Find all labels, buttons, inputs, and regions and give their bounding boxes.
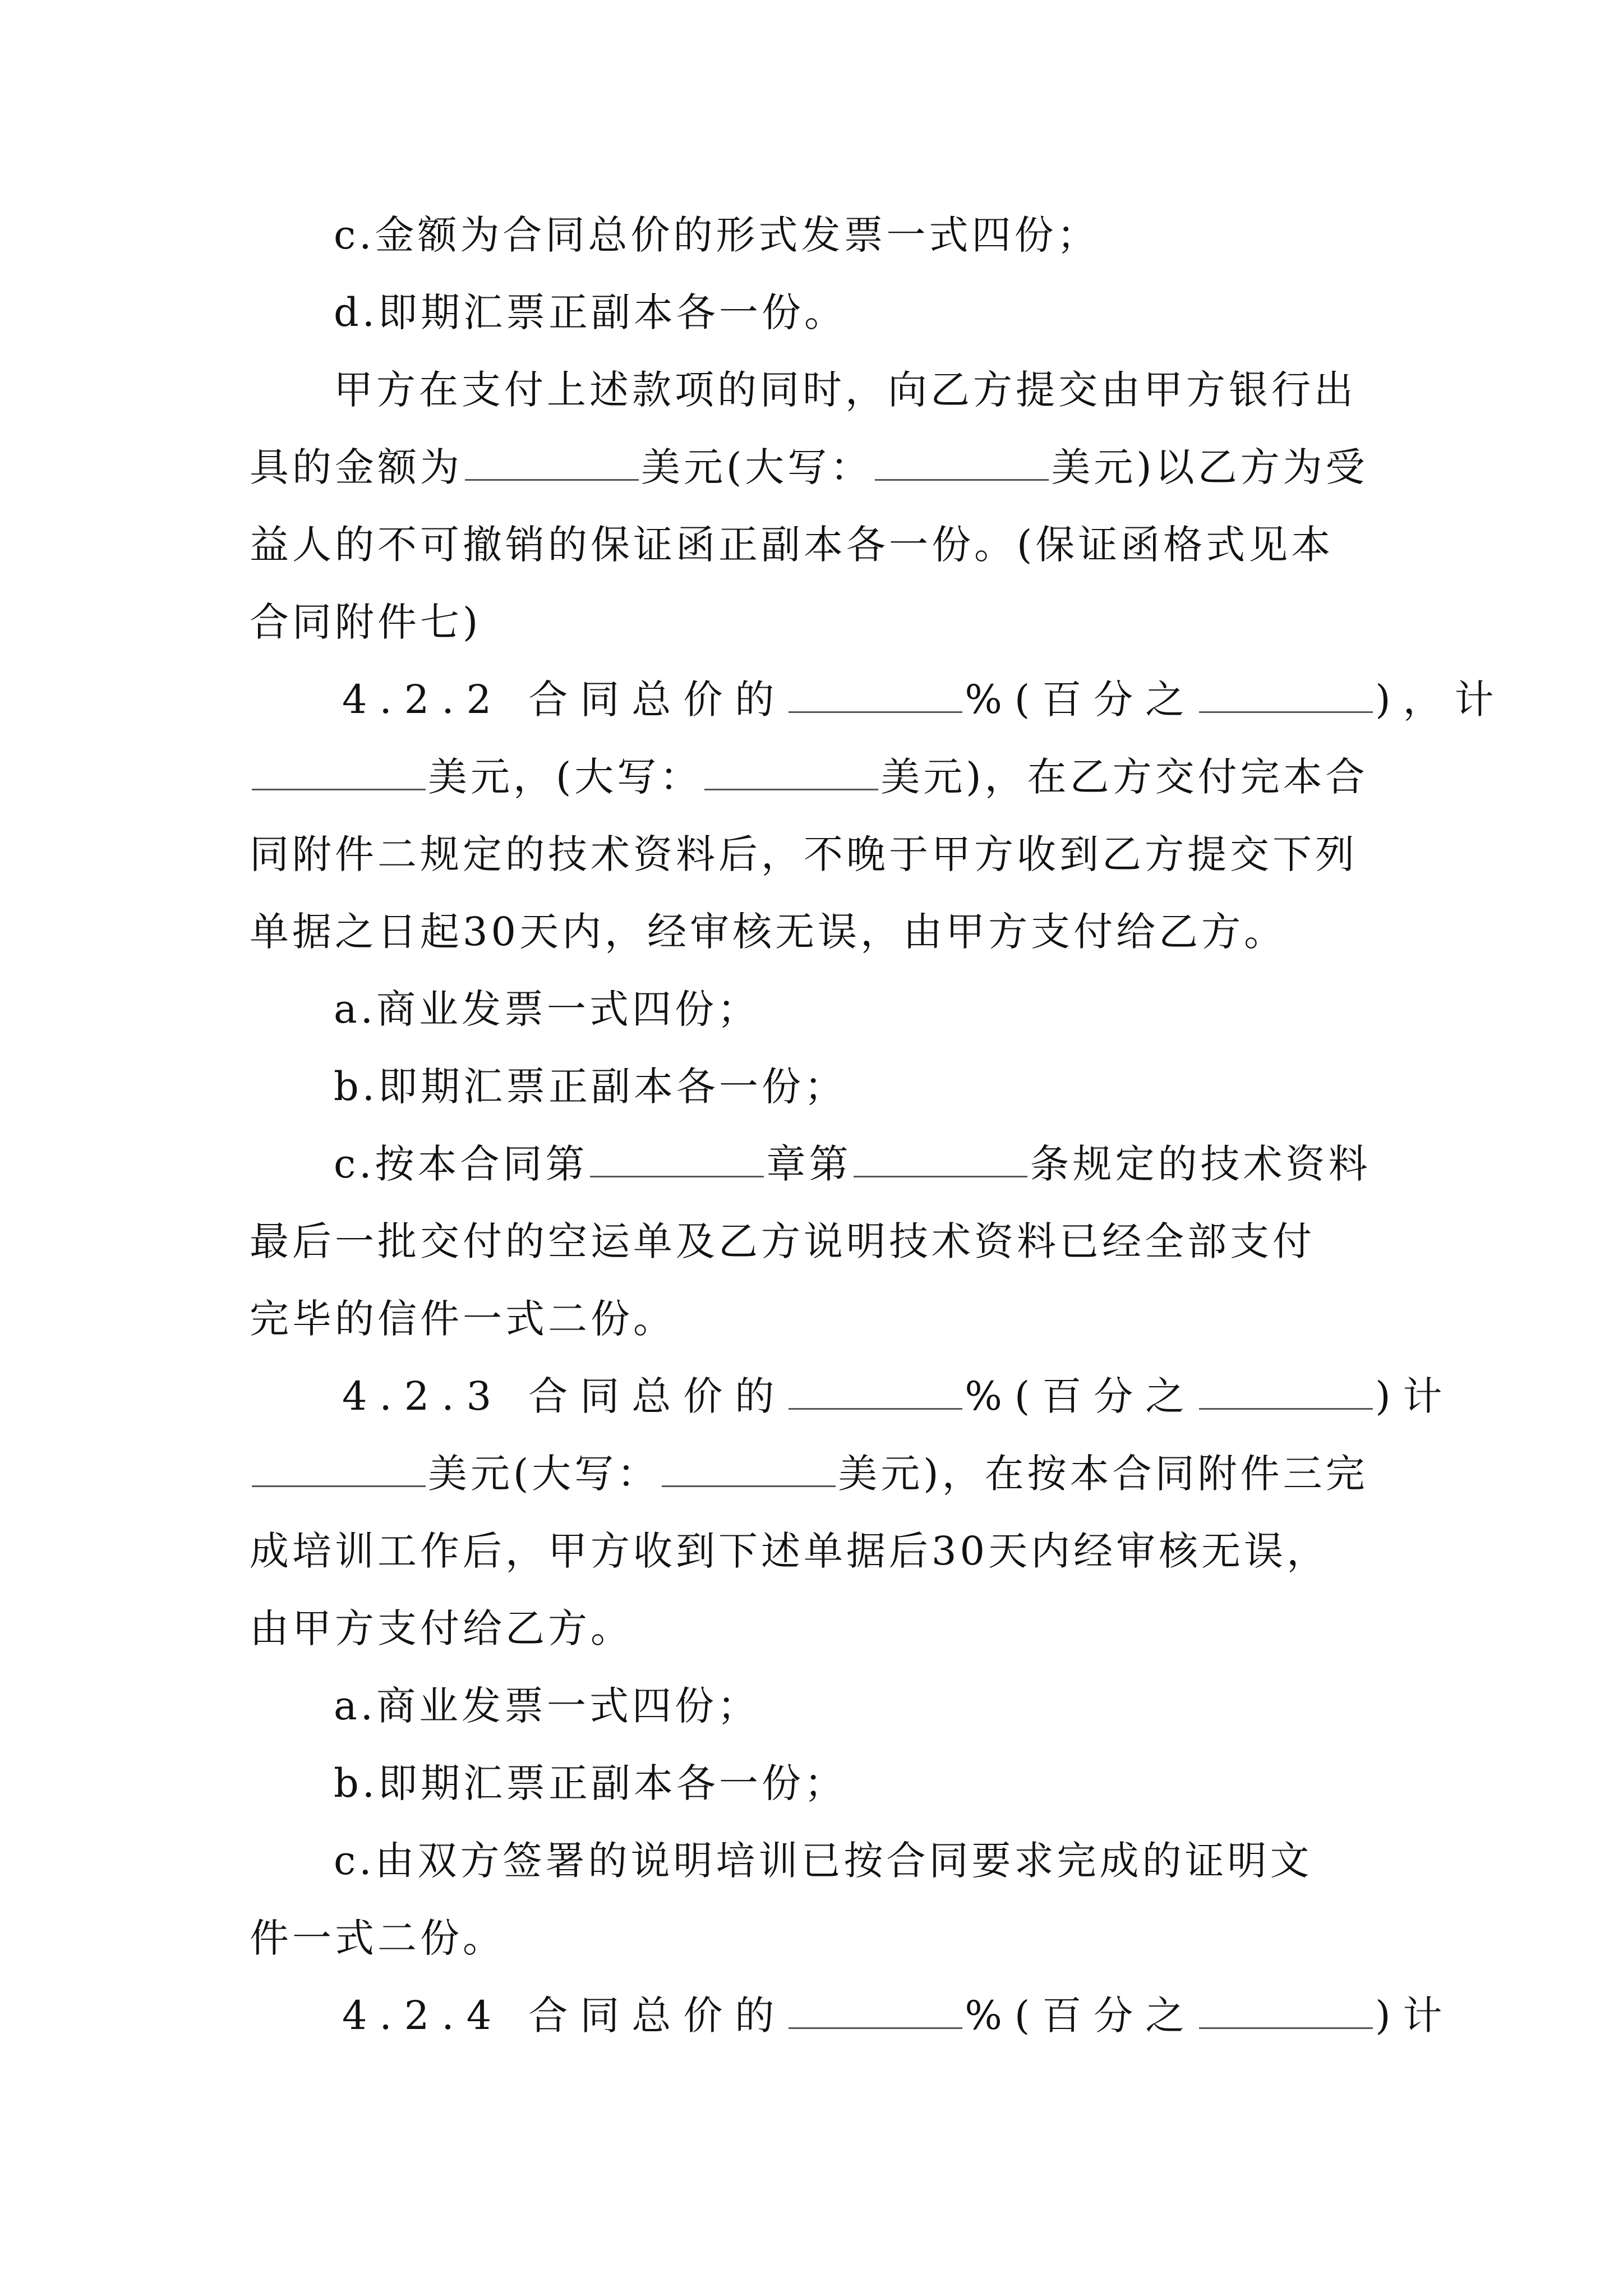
- line-text: 单据之日起30天内，经审核无误，由甲方支付给乙方。: [250, 909, 1287, 955]
- fill-in-blank: [252, 1480, 426, 1487]
- line-text: 4.2.3 合同总价的: [342, 1373, 787, 1419]
- line-text: 由甲方支付给乙方。: [250, 1605, 633, 1651]
- fill-in-blank: [1199, 1402, 1373, 1410]
- line-text: 完毕的信件一式二份。: [250, 1296, 676, 1342]
- line-text: 章第: [766, 1141, 852, 1187]
- fill-in-blank: [875, 473, 1049, 481]
- line-text: %(百分之: [965, 1373, 1197, 1419]
- document-line: [250, 970, 1385, 1048]
- fill-in-blank: [704, 783, 878, 790]
- document-line: [250, 1512, 1385, 1590]
- document-line: [250, 1280, 1385, 1358]
- line-text: b.即期汇票正副本各一份；: [334, 1064, 847, 1110]
- line-text: 美元(大写：: [641, 444, 873, 490]
- document-line: [250, 351, 1385, 429]
- line-text: a.商业发票一式四份；: [334, 1683, 760, 1729]
- document-line: [250, 1435, 1385, 1512]
- fill-in-blank: [789, 706, 962, 713]
- line-text: 同附件二规定的技术资料后，不晚于甲方收到乙方提交下列: [250, 831, 1358, 877]
- document-line: [250, 1667, 1385, 1745]
- document-line: [250, 661, 1506, 738]
- line-text: 合同附件七): [250, 599, 482, 645]
- line-text: 成培训工作后，甲方收到下述单据后30天内经审核无误，: [250, 1528, 1330, 1574]
- document-line: [250, 506, 1385, 583]
- line-text: b.即期汇票正副本各一份；: [334, 1760, 847, 1806]
- line-text: 美元)以乙方为受: [1051, 444, 1368, 490]
- document-line: [250, 1977, 1455, 2054]
- document-line: [250, 1203, 1385, 1280]
- fill-in-blank: [252, 783, 426, 790]
- document-line: [250, 429, 1385, 506]
- line-text: 件一式二份。: [250, 1915, 505, 1961]
- document-line: [250, 196, 1385, 274]
- document-line: [250, 583, 1385, 661]
- line-text: c.金额为合同总价的形式发票一式四份；: [334, 212, 1100, 258]
- line-text: 4.2.4 合同总价的: [342, 1993, 787, 2039]
- document-line: [250, 1745, 1385, 1822]
- line-text: c.按本合同第: [334, 1141, 588, 1187]
- line-text: 甲方在支付上述款项的同时，向乙方提交由甲方银行出: [334, 367, 1357, 413]
- line-text: 美元)，在乙方交付完本合: [880, 754, 1368, 800]
- fill-in-blank: [1199, 2022, 1373, 2029]
- line-text: 美元，(大写：: [428, 754, 703, 800]
- line-text: 美元(大写：: [428, 1451, 660, 1497]
- document-line: [250, 1899, 1385, 1977]
- line-text: %(百分之: [965, 677, 1197, 723]
- fill-in-blank: [590, 1170, 764, 1177]
- document-line: [250, 1822, 1385, 1899]
- line-text: 美元)，在按本合同附件三完: [838, 1451, 1368, 1497]
- line-text: )计: [1375, 1993, 1455, 2039]
- line-text: 4.2.2 合同总价的: [342, 677, 787, 723]
- line-text: 条规定的技术资料: [1030, 1141, 1371, 1187]
- document-line: [250, 816, 1385, 893]
- document-line: [250, 1358, 1455, 1435]
- document-line: [250, 738, 1385, 816]
- document-line: [250, 274, 1385, 351]
- document-line: [250, 1590, 1385, 1667]
- fill-in-blank: [662, 1480, 836, 1487]
- line-text: c.由双方签署的说明培训已按合同要求完成的证明文: [334, 1838, 1313, 1884]
- line-text: 益人的不可撤销的保证函正副本各一份。(保证函格式见本: [250, 522, 1334, 568]
- document-line: [250, 1048, 1385, 1125]
- line-text: 最后一批交付的空运单及乙方说明技术资料已经全部支付: [250, 1218, 1315, 1264]
- line-text: )计: [1375, 1373, 1455, 1419]
- line-text: %(百分之: [965, 1993, 1197, 2039]
- line-text: )，计: [1375, 677, 1506, 723]
- line-text: a.商业发票一式四份；: [334, 986, 760, 1032]
- fill-in-blank: [465, 473, 639, 481]
- line-text: d.即期汇票正副本各一份。: [334, 289, 847, 335]
- line-text: 具的金额为: [250, 444, 463, 490]
- document-body: [250, 196, 1506, 2054]
- document-line: [250, 893, 1385, 970]
- fill-in-blank: [789, 2022, 962, 2029]
- fill-in-blank: [1199, 706, 1373, 713]
- fill-in-blank: [789, 1402, 962, 1410]
- document-line: [250, 1125, 1385, 1203]
- fill-in-blank: [854, 1170, 1027, 1177]
